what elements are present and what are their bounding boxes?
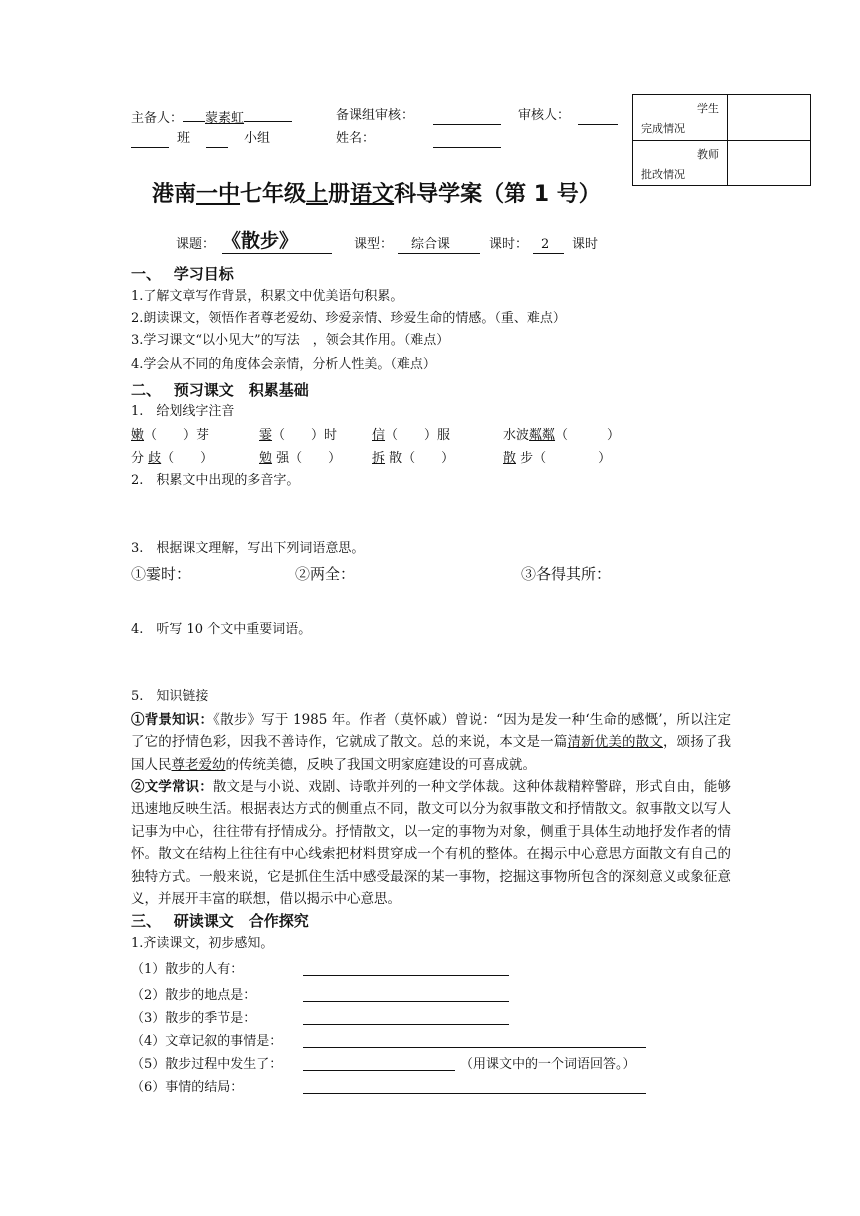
literary-knowledge: ②文学常识：散文是与小说、戏剧、诗歌并列的一种文学体裁。这种体裁精粹警辟，形式自由，能够迅速地反映生活。根据表达方式的侧重点不同，散文可以分为叙事散文和抒情散文。叙事散文以写人记事为中心，往往带有抒情成分。抒情散文，以一定的事物为对象，侧重于具体生动地抒发作者的情怀。散文在结构上往往有中心线索把材料贯穿成一个有机的整体。在揭示中心意思方面散文有自己的独特方式。一般来说，它是抓住生活中感受最深的某一事物，挖掘这事物所包含的深刻意义或象征意义，并展开丰富的联想，借以揭示中心意思。 bbox=[131, 779, 732, 908]
pinyin-item: 霎（ ）时 bbox=[259, 428, 338, 443]
q2-2: 2. 积累文中出现的多音字。 bbox=[131, 473, 300, 488]
q3-1-item-5: （5）散步过程中发生了： bbox=[131, 1057, 283, 1072]
preparer-label: 主备人： bbox=[131, 111, 184, 126]
student-completion-row bbox=[633, 95, 810, 141]
type-label: 课型： bbox=[354, 237, 394, 252]
q2-3: 3. 根据课文理解，写出下列词语意思。 bbox=[131, 541, 365, 556]
header-line-1 bbox=[131, 107, 292, 128]
group-blank bbox=[206, 147, 228, 148]
q3-1-item-4: （4）文章记叙的事情是： bbox=[131, 1034, 283, 1049]
evaluation-table bbox=[632, 94, 811, 186]
pinyin-item: 拆 散（ ） bbox=[372, 451, 455, 466]
answer-line[interactable] bbox=[303, 1093, 646, 1094]
background-knowledge: ①背景知识：《散步》写于 1985 年。作者（莫怀戚）曾说：“因为是发一种‘生命的感慨’，所以注定了它的抒情色彩，因我不善诗作，它就成了散文。总的来说，本文是一篇清新优美的散文，颂扬了我国人民尊老爱幼的传统美德，反映了我国文明家庭建设的可喜成就。 bbox=[131, 712, 732, 773]
answer-line[interactable] bbox=[303, 1047, 646, 1048]
section-2-title: 二、 预习课文 积累基础 bbox=[131, 381, 309, 399]
teacher-grading-row bbox=[633, 141, 810, 186]
q2-1: 1. 给划线字注音 bbox=[131, 404, 235, 419]
q2-3-item-3: ③各得其所： bbox=[521, 565, 612, 583]
auditor-field bbox=[518, 107, 570, 125]
q3-1: 1.齐读课文，初步感知。 bbox=[131, 936, 274, 951]
type-underline bbox=[398, 253, 480, 254]
hours-underline bbox=[533, 253, 564, 254]
answer-line[interactable] bbox=[303, 1024, 509, 1025]
name-label: 姓名： bbox=[336, 131, 376, 146]
review-label: 备课组审核： bbox=[336, 108, 415, 123]
q2-5: 5. 知识链接 bbox=[131, 689, 209, 704]
review-field bbox=[336, 107, 414, 125]
review-blank bbox=[433, 124, 501, 125]
name-blank bbox=[433, 147, 501, 148]
objective-1: 1.了解文章写作背景，积累文中优美语句积累。 bbox=[131, 289, 404, 304]
section-1-title: 一、 学习目标 bbox=[131, 265, 234, 283]
student-completion-label: 学生 完成情况 bbox=[633, 95, 728, 140]
type-value: 综合课 bbox=[411, 237, 451, 252]
class-label: 班 bbox=[177, 131, 191, 146]
q2-3-item-1: ①霎时： bbox=[131, 565, 192, 583]
hours-value: 2 bbox=[541, 237, 550, 252]
auditor-blank bbox=[578, 124, 618, 125]
hours-label: 课时： bbox=[489, 237, 529, 252]
objective-4: 4.学会从不同的角度体会亲情，分析人性美。（难点） bbox=[131, 357, 436, 372]
pinyin-item: 嫩（ ）芽 bbox=[131, 428, 210, 443]
q3-1-item-6: （6）事情的结局： bbox=[131, 1080, 244, 1095]
q3-1-item-1: （1）散步的人有： bbox=[131, 962, 244, 977]
pinyin-item: 分 歧（ ） bbox=[131, 451, 214, 466]
q3-1-item-2: （2）散步的地点是： bbox=[131, 988, 257, 1003]
pinyin-item: 散 步（ ） bbox=[503, 451, 612, 466]
group-label: 小组 bbox=[244, 131, 271, 146]
q3-1-item-5-note: （用课文中的一个词语回答。） bbox=[460, 1057, 636, 1072]
topic-underline bbox=[222, 253, 332, 254]
answer-line[interactable] bbox=[303, 1070, 455, 1071]
preparer-name: 蒙素虹 bbox=[205, 111, 245, 126]
q3-1-item-3: （3）散步的季节是： bbox=[131, 1011, 257, 1026]
section-3-title: 三、 研读课文 合作探究 bbox=[131, 912, 309, 930]
page-title: 港南一中七年级上册语文科导学案（第 1 号） bbox=[152, 182, 601, 207]
q2-3-item-2: ②两全： bbox=[295, 565, 356, 583]
pinyin-item: 勉 强（ ） bbox=[259, 451, 342, 466]
objective-3: 3.学习课文“以小见大”的写法 ，领会其作用。（难点） bbox=[131, 333, 450, 348]
class-blank bbox=[131, 147, 169, 148]
auditor-label: 审核人： bbox=[518, 108, 571, 123]
answer-line[interactable] bbox=[303, 975, 509, 976]
teacher-grading-label: 教师 批改情况 bbox=[633, 141, 728, 186]
pinyin-item: 水波粼粼（ ） bbox=[503, 428, 621, 443]
q2-4: 4. 听写 10 个文中重要词语。 bbox=[131, 622, 312, 637]
pinyin-item: 信（ ）服 bbox=[372, 428, 451, 443]
answer-line[interactable] bbox=[303, 1001, 509, 1002]
hours-unit: 课时 bbox=[572, 237, 599, 252]
topic-label: 课题： bbox=[176, 237, 216, 252]
objective-2: 2.朗读课文，领悟作者尊老爱幼、珍爱亲情、珍爱生命的情感。（重、难点） bbox=[131, 311, 566, 326]
topic-value: 《散步》 bbox=[222, 230, 299, 252]
